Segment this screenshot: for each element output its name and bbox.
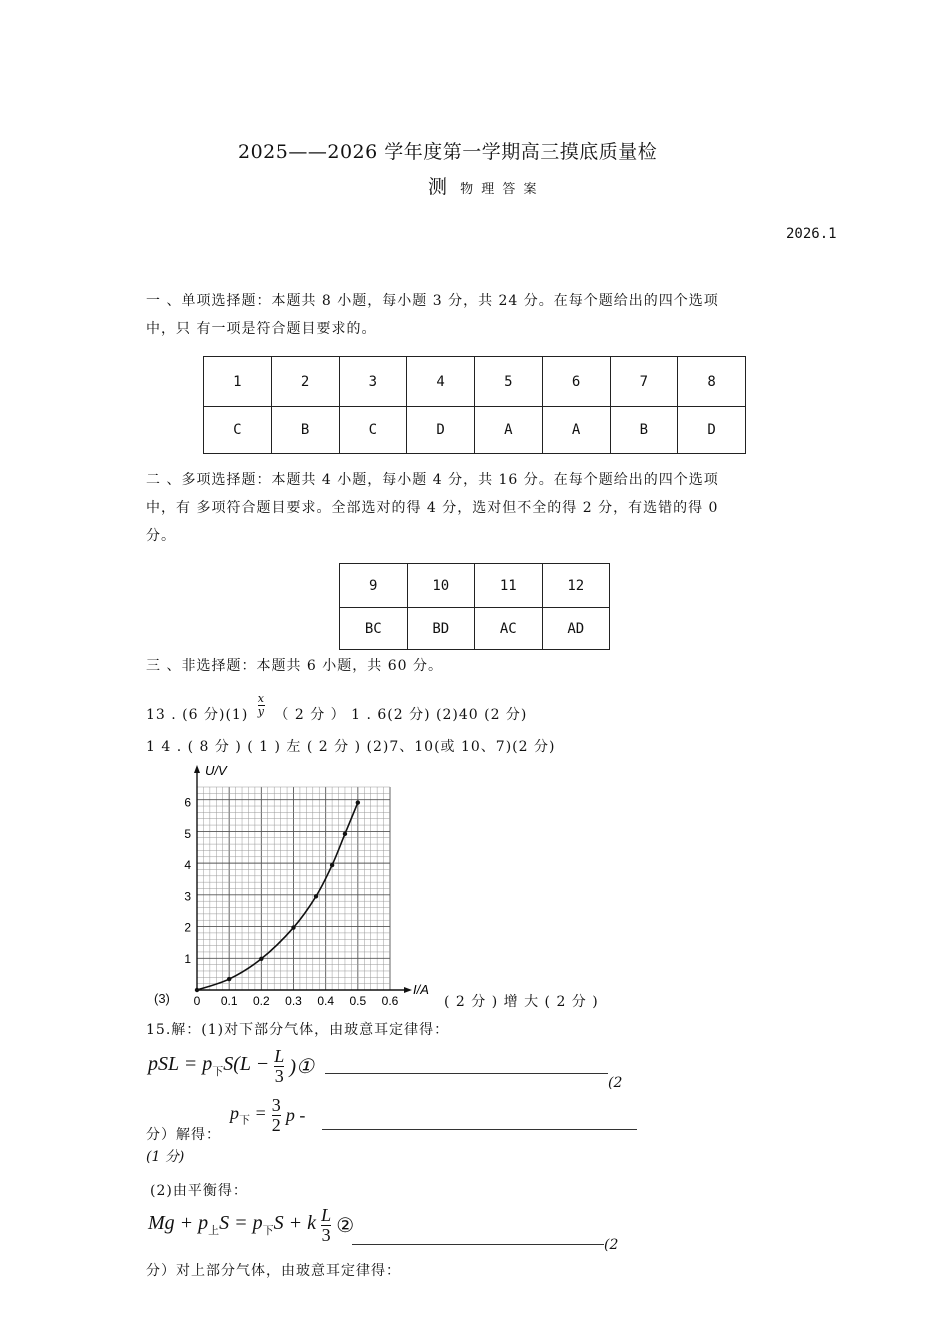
table-cell: A — [542, 407, 610, 454]
eq2-fraction — [272, 1096, 281, 1135]
data-point — [259, 957, 263, 961]
q13-frac-num: x — [257, 692, 265, 705]
exam-date: 2026.1 — [786, 226, 837, 242]
eq3-fraction — [321, 1206, 331, 1245]
exam-title: 2025——2026 学年度第一学期高三摸底质量检 — [238, 141, 658, 163]
equation-2 — [230, 1096, 305, 1142]
table-cell: 5 — [475, 357, 543, 407]
x-axis-arrow — [404, 987, 412, 993]
y-axis-arrow — [194, 765, 200, 773]
equation-2-score: (1 分) — [146, 1149, 185, 1165]
table-cell: 4 — [407, 357, 475, 407]
q13-fraction — [258, 693, 265, 717]
eq2-frac-den: 2 — [271, 1114, 281, 1135]
eq3-render: $Mg + p_上S = p_下S + k$ — [148, 1212, 317, 1238]
eq1-frac-den: 3 — [274, 1065, 284, 1086]
table-cell: 8 — [678, 357, 746, 407]
table-cell: C — [204, 407, 272, 454]
u-i-chart — [176, 762, 446, 1010]
eq1-score-tail: 分）解得： — [146, 1127, 221, 1143]
y-tick-label: 6 — [184, 795, 191, 810]
table-cell: 9 — [340, 564, 408, 608]
equation-3-blank — [352, 1244, 604, 1245]
table-cell: D — [407, 407, 475, 454]
chart-series — [195, 800, 360, 992]
eq3-tail: ② — [336, 1214, 355, 1237]
y-tick-label: 2 — [184, 920, 191, 935]
table-row — [204, 407, 746, 454]
q14-part3-rest: ( 2 分 ) 增 大 ( 2 分 ) — [444, 994, 599, 1010]
y-tick-label: 1 — [184, 951, 191, 966]
table-cell: A — [475, 407, 543, 454]
data-point — [227, 977, 231, 981]
eq1-tail: )① — [289, 1055, 314, 1078]
table-cell: C — [339, 407, 407, 454]
x-tick-label: 0.1 — [220, 994, 238, 1008]
table-cell: B — [610, 407, 678, 454]
x-tick-label: 0 — [193, 994, 201, 1008]
table-cell: 3 — [339, 357, 407, 407]
subtitle-small: 物 理 答 案 — [460, 182, 539, 197]
table-cell: BD — [407, 608, 475, 650]
x-tick-label: 0.2 — [252, 994, 270, 1008]
equation-1-score: (2 — [608, 1075, 623, 1091]
data-point — [195, 988, 199, 992]
table-cell: 1 — [204, 357, 272, 407]
y-tick-label: 4 — [184, 858, 191, 873]
q14-part3-label: (3) — [154, 991, 170, 1006]
x-tick-label: 0.3 — [285, 994, 302, 1008]
data-point — [343, 832, 347, 836]
section2-line1: 二 、多项选择题：本题共 4 小题，每小题 4 分，共 16 分。在每个题给出的四个选项 — [146, 472, 719, 488]
x-tick-label: 0.6 — [381, 994, 399, 1008]
table-cell: AC — [475, 608, 543, 650]
data-point — [330, 863, 334, 867]
multi-choice-table — [339, 563, 610, 650]
table-cell: AD — [542, 608, 610, 650]
q13-rest: （ 2 分 ） 1 . 6(2 分) (2)40 (2 分) — [274, 707, 528, 724]
y-tick-label: 3 — [184, 889, 191, 904]
data-point — [314, 894, 318, 898]
table-row — [340, 564, 610, 608]
table-cell: 11 — [475, 564, 543, 608]
q13-frac-den: y — [257, 704, 265, 718]
equation-3-score: (2 — [604, 1237, 619, 1253]
eq1-render: pSL = $p_下S(L$ − — [148, 1053, 270, 1079]
data-point — [291, 925, 295, 929]
section1-line1: 一 、单项选择题：本题共 8 小题，每小题 3 分，共 24 分。在每个题给出的四个选项 — [146, 293, 719, 309]
equation-2-blank — [322, 1129, 637, 1130]
eq1-fraction — [274, 1047, 284, 1086]
eq2-render: $p_下$ = — [230, 1103, 267, 1127]
x-tick-label: 0.4 — [317, 994, 335, 1008]
section2-line2: 中，有 多项符合题目要求。全部选对的得 4 分，选对但不全的得 2 分，有选错的得 0 — [146, 500, 719, 516]
series-curve — [197, 803, 358, 990]
section3-heading: 三 、非选择题：本题共 6 小题，共 60 分。 — [146, 658, 443, 674]
table-cell: 12 — [542, 564, 610, 608]
table-row — [204, 357, 746, 407]
x-tick-label: 0.5 — [349, 994, 367, 1008]
single-choice-table — [203, 356, 746, 454]
equation-3 — [148, 1206, 354, 1252]
equation-1 — [148, 1047, 314, 1093]
table-cell: D — [678, 407, 746, 454]
section1-line2: 中，只 有一项是符合题目要求的。 — [146, 321, 377, 337]
y-axis-label: U/V — [205, 763, 227, 778]
eq1-frac-num: L — [274, 1046, 285, 1066]
table-cell: 10 — [407, 564, 475, 608]
equation-1-text — [148, 1047, 157, 1048]
table-cell: 7 — [610, 357, 678, 407]
eq3-frac-den: 3 — [321, 1224, 331, 1245]
q13-prefix: 13 . (6 分)(1) — [146, 707, 249, 724]
chart-grid — [197, 787, 390, 990]
section2-line3: 分。 — [146, 528, 176, 544]
eq2-tail: p - — [285, 1104, 306, 1125]
table-cell: BC — [340, 608, 408, 650]
equation-3-text — [148, 1206, 160, 1207]
table-cell: 6 — [542, 357, 610, 407]
q13-answer — [146, 692, 528, 727]
last-line: 分）对上部分气体，由玻意耳定律得： — [146, 1263, 401, 1279]
data-point — [356, 800, 360, 804]
equation-1-blank — [325, 1073, 608, 1074]
subtitle-big-char: 测 — [428, 176, 448, 198]
table-row — [340, 608, 610, 650]
x-axis-label: I/A — [413, 982, 429, 997]
table-cell: 2 — [271, 357, 339, 407]
y-tick-label: 5 — [184, 826, 191, 841]
exam-subtitle — [428, 172, 539, 199]
eq3-frac-num: L — [321, 1205, 332, 1225]
table-cell: B — [271, 407, 339, 454]
equation-2-text — [230, 1096, 235, 1097]
q14-answer: 1 4 . ( 8 分 ) ( 1 ) 左 ( 2 分 ) (2)7、10(或 10、7)(2 分) — [146, 739, 556, 755]
q15-intro: 15.解：(1)对下部分气体，由玻意耳定律得： — [146, 1022, 450, 1038]
part2-intro: (2)由平衡得： — [150, 1183, 248, 1199]
eq2-frac-num: 3 — [271, 1095, 281, 1115]
